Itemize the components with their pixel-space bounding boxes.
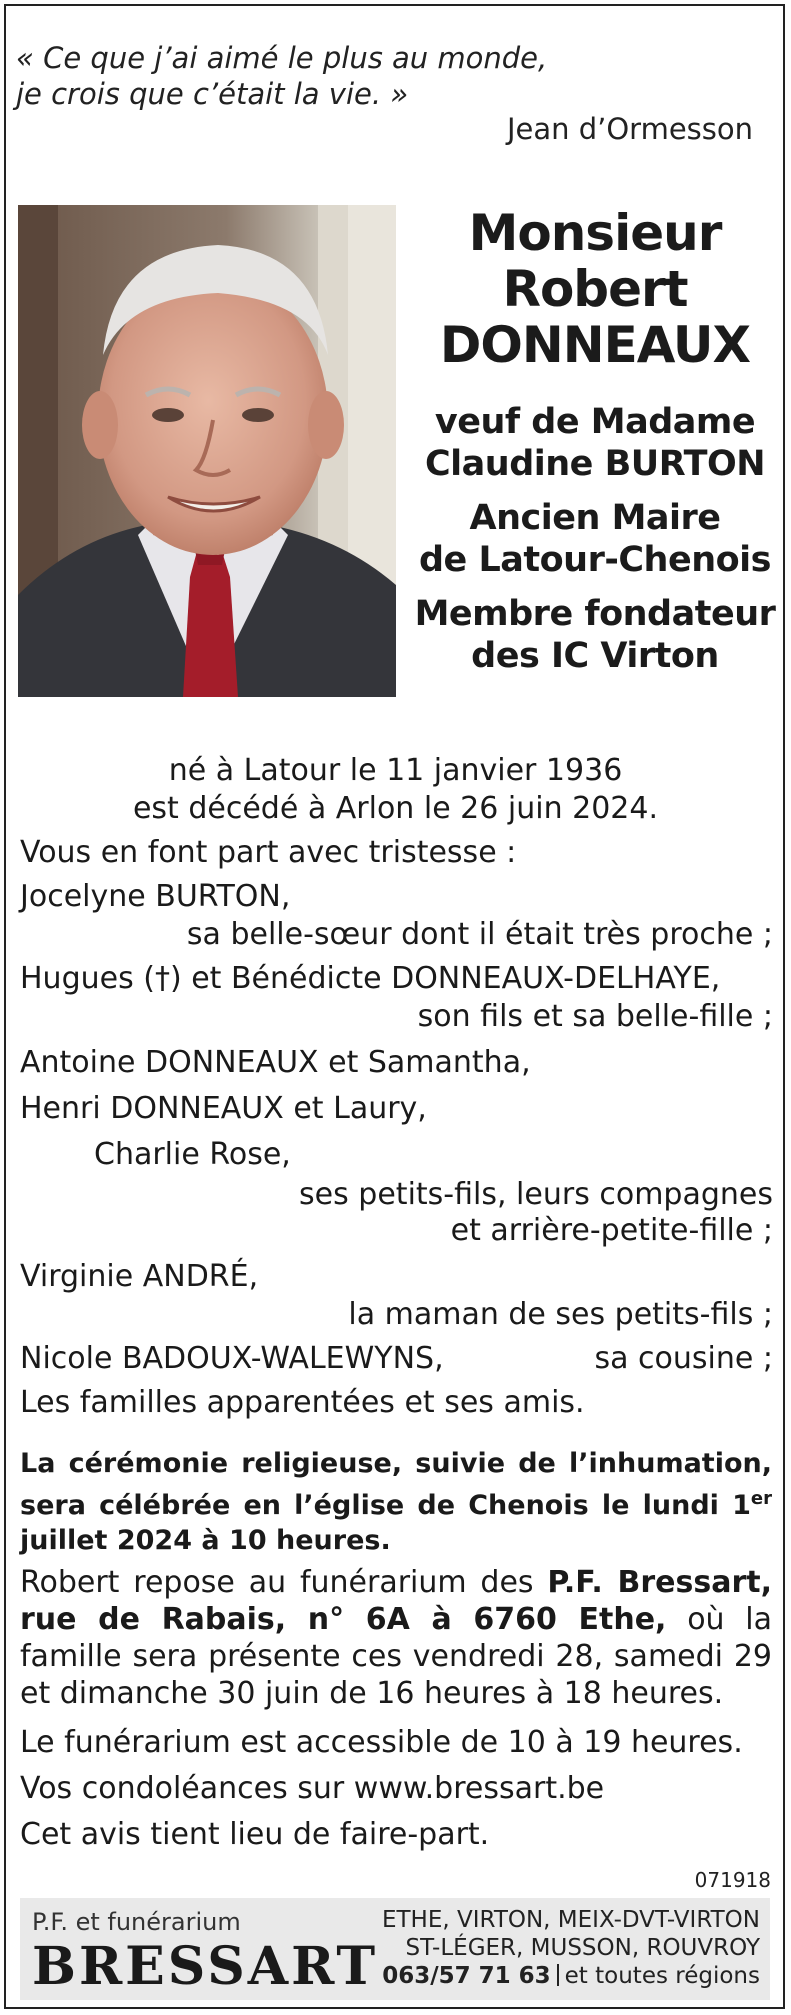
info-line: Cet avis tient lieu de faire-part. [20,1817,490,1852]
quote-line-2: je crois que c’était la vie. » [16,77,409,111]
family-line: Hugues (†) et Bénédicte DONNEAUX-DELHAYE, [20,961,721,996]
birth-line: né à Latour le 11 janvier 1936 [168,753,623,788]
family-line: sa cousine ; [594,1341,773,1376]
family-line: sa belle-sœur dont il était très proche ; [186,917,773,952]
family-line: Jocelyne BURTON, [20,879,291,914]
epigraph-quote [16,40,616,112]
title-line: de Latour-Chenois [418,540,771,580]
ceremony-text: La cérémonie religieuse, suivie de l’inhumation, sera célébrée en l’église de Chenois le lundi 1 [20,1448,772,1521]
funeral-home-address: P.F. Bressart, rue de Rabais, n° 6A à 6760 Ethe, [20,1565,772,1637]
first-name: Robert [502,260,688,318]
family-line: Les familles apparentées et ses amis. [20,1385,585,1420]
portrait-photo [18,205,396,697]
locations-line: ETHE, VIRTON, MEIX-DVT-VIRTON [381,1907,760,1933]
last-name: DONNEAUX [439,316,751,374]
title-line: Claudine BURTON [424,444,765,484]
reference-number: 071918 [694,1868,771,1892]
visitation-paragraph [20,1564,772,1712]
ceremony-announcement [20,1446,772,1558]
family-line: Henri DONNEAUX et Laury, [20,1091,427,1126]
ceremony-superscript: er [750,1488,772,1509]
family-line: ses petits-fils, leurs compagnes [299,1177,773,1212]
family-line: et arrière-petite-fille ; [450,1213,773,1248]
quote-line-1: « Ce que j’ai aimé le plus au monde, [16,41,548,75]
family-line: la maman de ses petits-fils ; [348,1297,773,1332]
title-line: Membre fondateur [414,594,776,634]
family-intro: Vous en font part avec tristesse : [20,835,517,870]
death-line: est décédé à Arlon le 26 juin 2024. [132,791,659,826]
family-line: Charlie Rose, [94,1137,291,1172]
visitation-text-end: où la famille sera présente ces vendredi 28, samedi 29 et dimanche 30 juin de 16 heures à 18 heures. [20,1602,772,1711]
locations-line: ST-LÉGER, MUSSON, ROUVROY [405,1935,760,1961]
family-line: Nicole BADOUX-WALEWYNS, [20,1341,444,1376]
title-line: des IC Virton [471,636,719,676]
ceremony-text-end: juillet 2024 à 10 heures. [20,1525,391,1556]
funeral-home-logo: BRESSART [32,1936,379,1997]
funeral-home-contact [382,1906,760,1990]
funeral-home-banner [20,1898,770,2000]
info-line: Le funérarium est accessible de 10 à 19 heures. [20,1725,743,1760]
title-line: Ancien Maire [469,498,721,538]
title-line: veuf de Madame [434,402,756,442]
info-line: Vos condoléances sur www.bressart.be [20,1771,605,1806]
honorific: Monsieur [468,204,722,262]
family-line: Antoine DONNEAUX et Samantha, [20,1045,531,1080]
quote-author: Jean d’Ormesson [506,112,753,146]
separator [557,1964,559,1986]
visitation-text: Robert repose au funérarium des [20,1565,548,1600]
phone-number: 063/57 71 63 [382,1963,551,1989]
family-line: son fils et sa belle-fille ; [417,999,773,1034]
funeral-home-label: P.F. et funérarium [32,1908,241,1936]
family-line: Virginie ANDRÉ, [20,1259,259,1294]
deceased-name-block [410,205,780,677]
regions-text: et toutes régions [564,1963,760,1989]
